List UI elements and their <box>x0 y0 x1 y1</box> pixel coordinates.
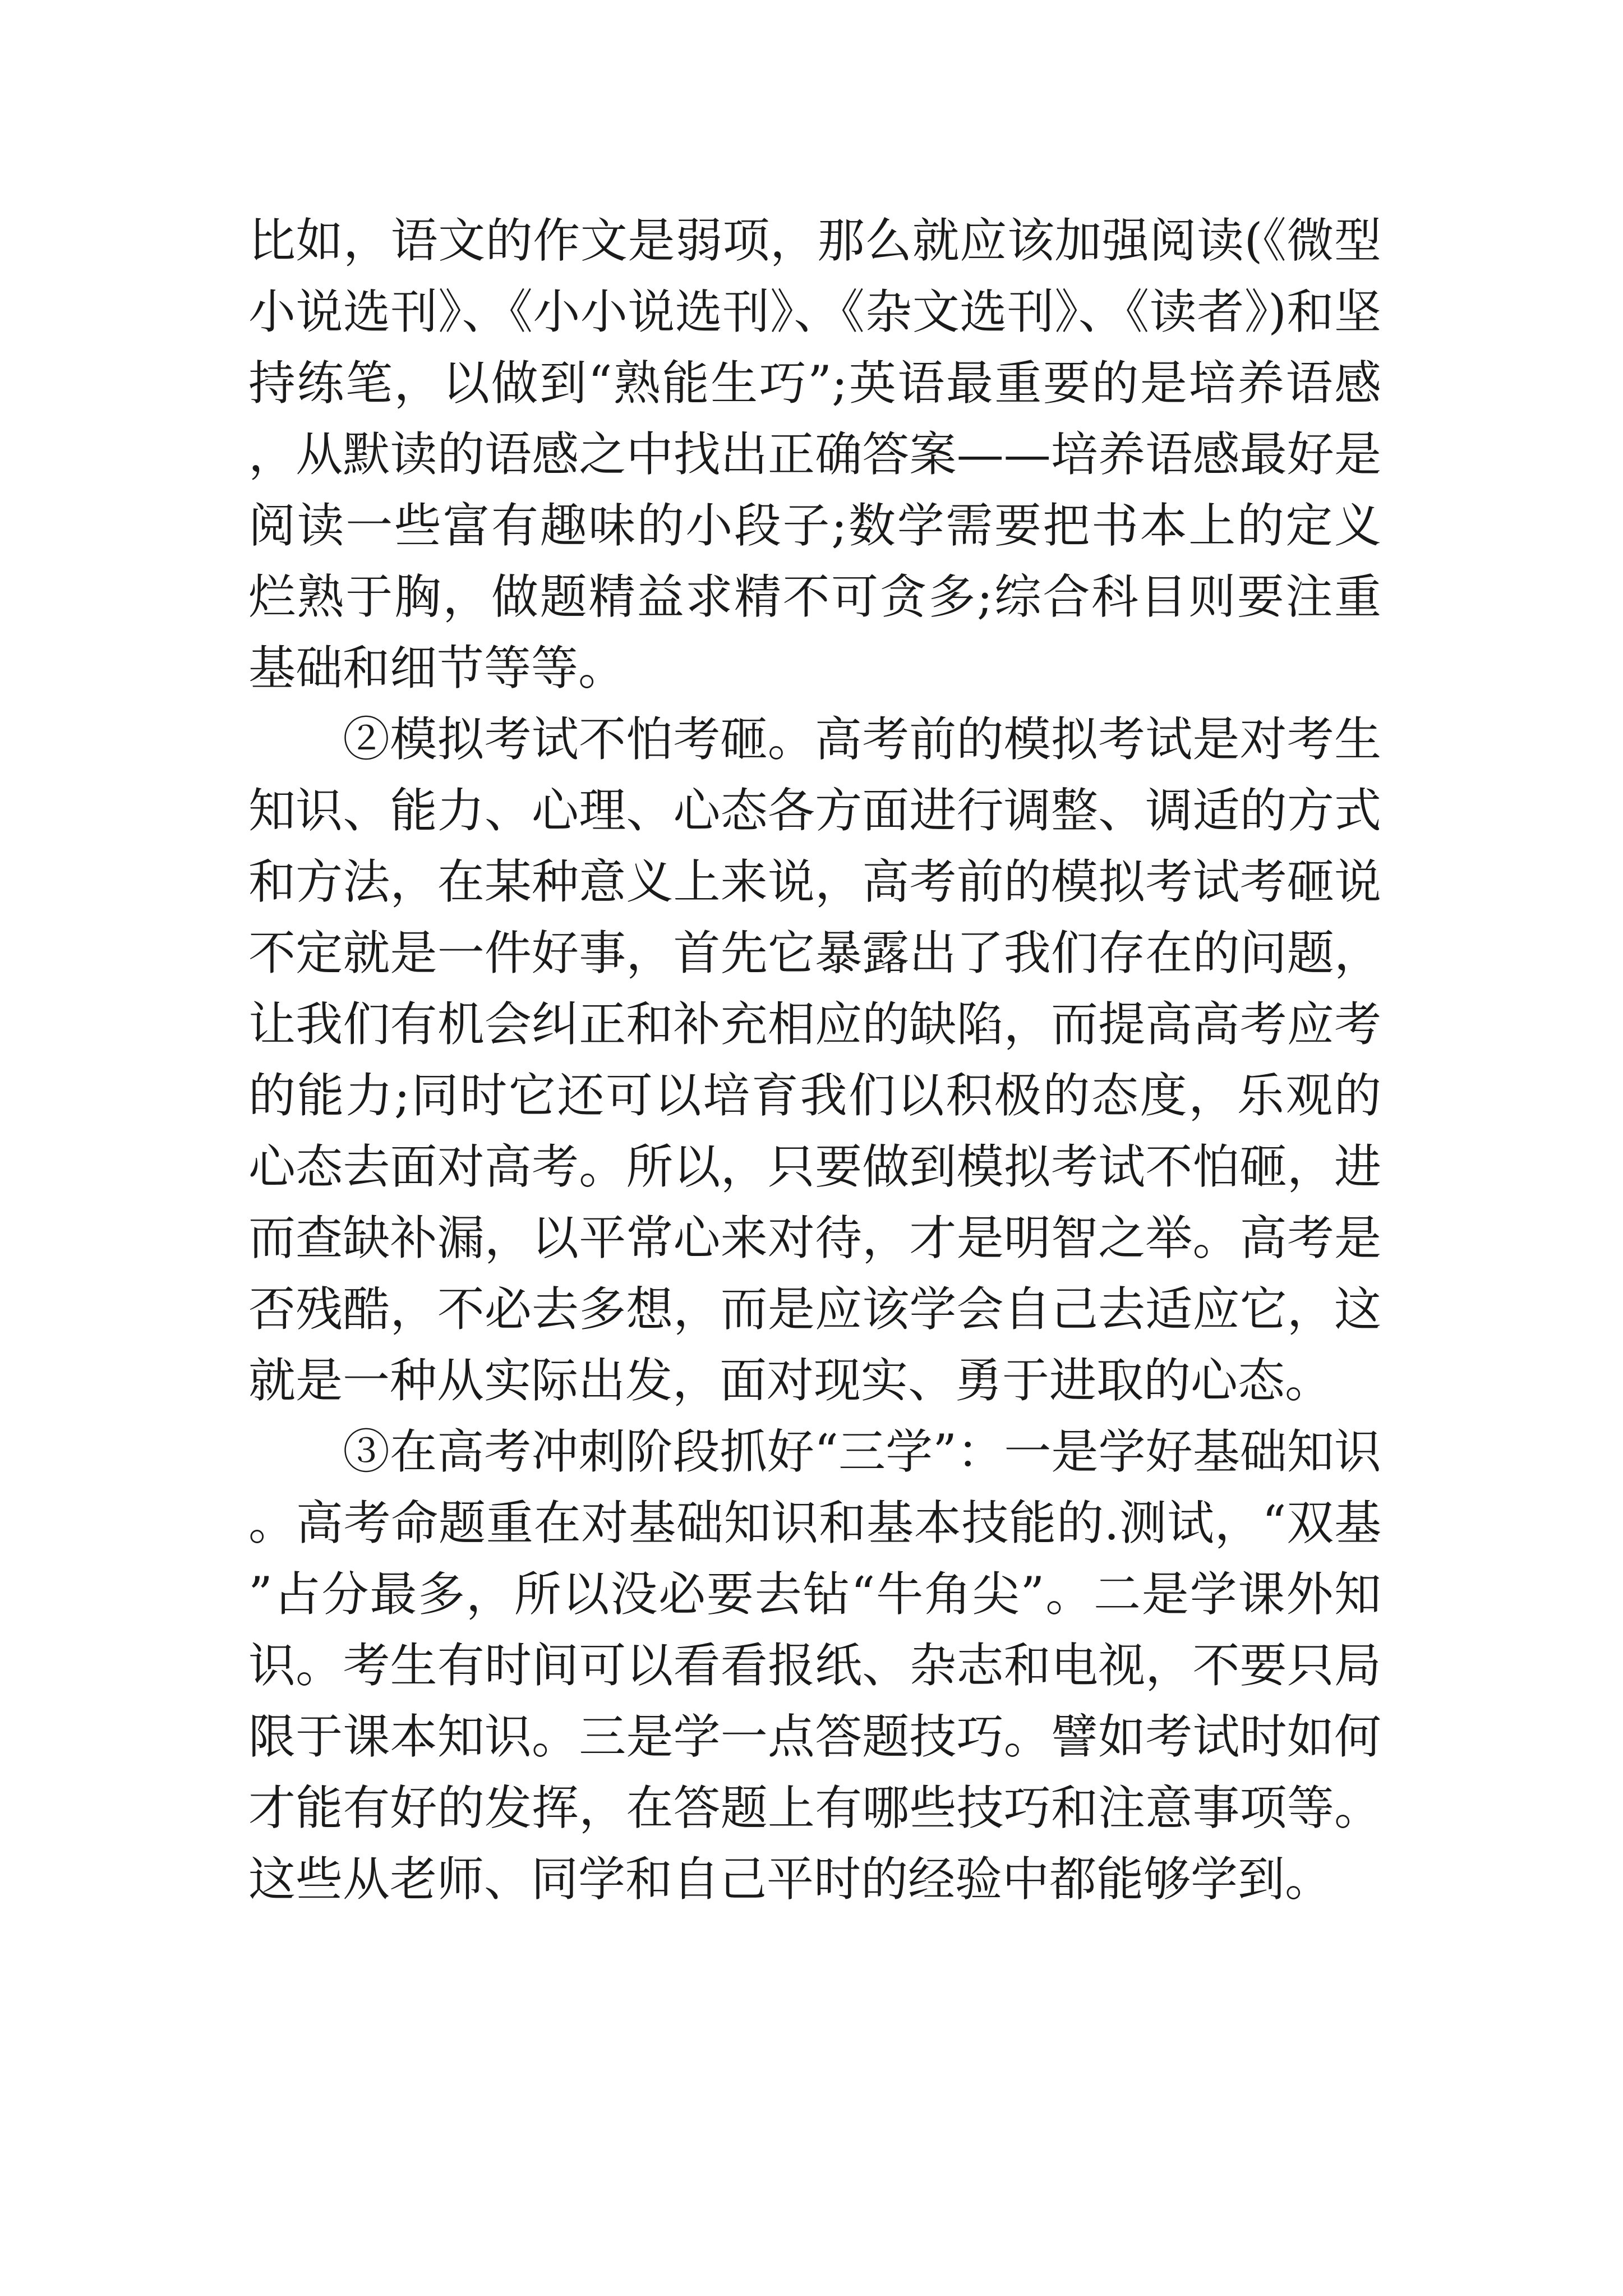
paragraph-continuation: 比如，语文的作文是弱项，那么就应该加强阅读(《微型小说选刊》、《小小说选刊》、《杂文选刊》、《读者》)和坚持练笔，以做到“熟能生巧”;英语最重要的是培养语感，从默读的语感之中找出正确答案——培养语感最好是阅读一些富有趣味的小段子;数学需要把书本上的定义烂熟于胸，做题精益求精不可贪多;综合科目则要注重基础和细节等等。 <box>248 213 1381 696</box>
paragraph-three-studies: ③在高考冲刺阶段抓好“三学”：一是学好基础知识。高考命题重在对基础知识和基本技能的.测试，“双基”占分最多，所以没必要去钻“牛角尖”。二是学课外知识。考生有时间可以看看报纸、杂志和电视，不要只局限于课本知识。三是学一点答题技巧。譬如考试时如何才能有好的发挥，在答题上有哪些技巧和注意事项等。这些从老师、同学和自己平时的经验中都能够学到。 <box>248 1424 1381 1907</box>
document-body <box>248 205 1381 1915</box>
paragraph-mock-exam: ②模拟考试不怕考砸。高考前的模拟考试是对考生知识、能力、心理、心态各方面进行调整、调适的方式和方法，在某种意义上来说，高考前的模拟考试考砸说不定就是一件好事，首先它暴露出了我们存在的问题，让我们有机会纠正和补充相应的缺陷，而提高高考应考的能力;同时它还可以培育我们以积极的态度，乐观的心态去面对高考。所以，只要做到模拟考试不怕砸，进而查缺补漏，以平常心来对待，才是明智之举。高考是否残酷，不必去多想，而是应该学会自己去适应它，这就是一种从实际出发，面对现实、勇于进取的心态。 <box>248 712 1381 1408</box>
